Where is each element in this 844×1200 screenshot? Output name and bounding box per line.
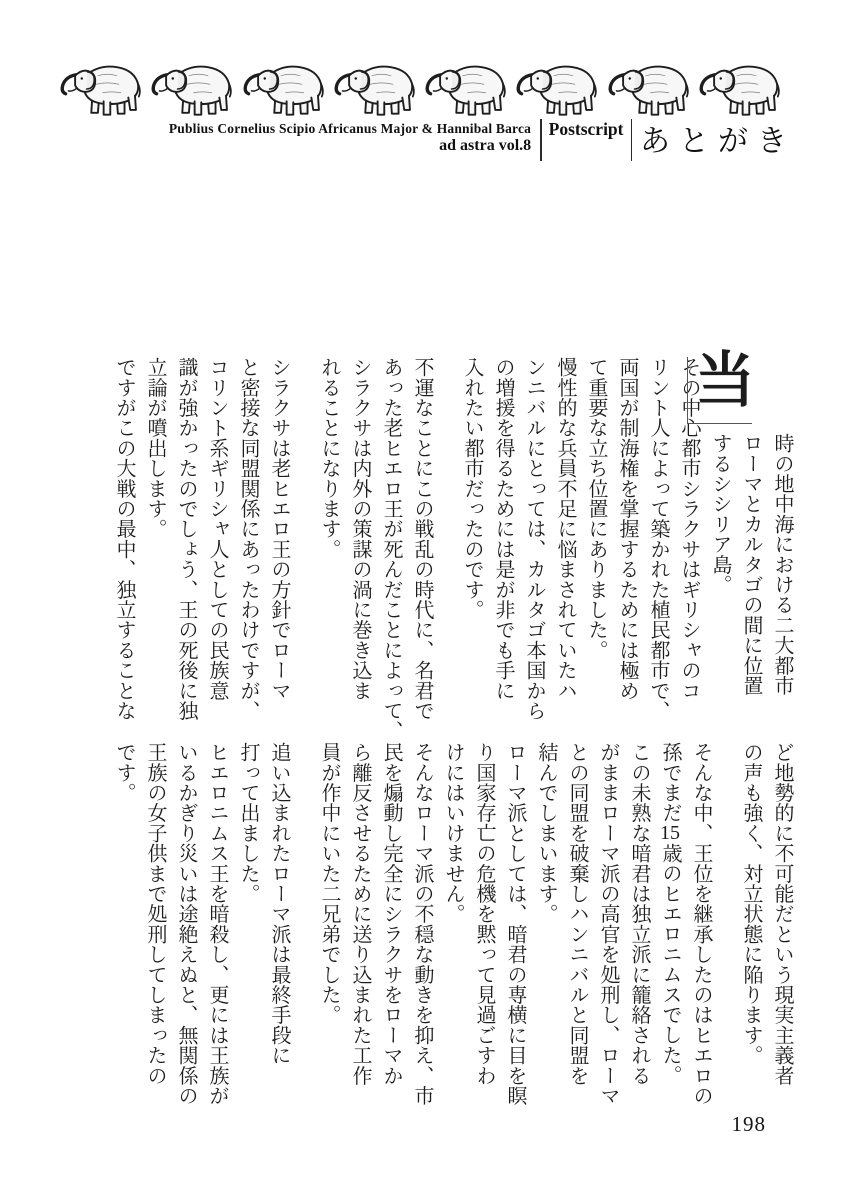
elephant-icon xyxy=(606,58,697,120)
series-title-block xyxy=(169,119,540,155)
text-column: ですがこの大戦の最中、独立することな xyxy=(113,357,135,721)
text-column: この未熟な暗君は独立派に籠絡される xyxy=(628,742,650,1086)
text-column: 不運なことにこの戦乱の時代に、名君で xyxy=(411,357,433,721)
page-number: 198 xyxy=(731,1112,766,1136)
header-titles xyxy=(169,119,796,165)
text-column: ど地勢的に不可能だという現実主義者 xyxy=(771,742,793,1086)
text-column: と密接な同盟関係にあったわけですが、 xyxy=(237,357,259,721)
text-column: コリント系ギリシャ人としての民族意 xyxy=(206,357,228,701)
text-column: あった老ヒエロ王が死んだことによって、 xyxy=(380,357,402,741)
text-column: そんな中、王位を継承したのはヒエロの xyxy=(690,742,712,1106)
elephant-icon xyxy=(697,58,788,120)
elephant-icon xyxy=(423,58,514,120)
text-column: 結んでしまいます。 xyxy=(535,742,557,924)
text-column: 打って出ました。 xyxy=(237,742,259,904)
postscript-label-en: Postscript xyxy=(548,119,624,139)
elephant-icon xyxy=(241,58,332,120)
text-column: の増援を得るためには是が非でも手に xyxy=(492,357,514,701)
elephant-icon xyxy=(149,58,240,120)
text-column: 慢性的な兵員不足に悩まされていたハ xyxy=(554,357,576,701)
text-column: れることになります。 xyxy=(318,357,340,559)
elephant-frieze xyxy=(58,58,788,120)
top-text-block xyxy=(103,348,793,757)
text-column: ローマとカルタゴの間に位置 xyxy=(740,433,762,696)
text-column: がままローマ派の高官を処刑し、ローマ xyxy=(597,742,619,1106)
elephant-icon xyxy=(58,58,149,120)
text-column: 時の地中海における二大都市 xyxy=(771,433,793,696)
text-column: いるかぎり災いは途絶えぬと、無関係の xyxy=(175,742,197,1106)
bottom-text-block xyxy=(103,742,792,1127)
elephant-icon xyxy=(332,58,423,120)
dropcap-character: 当 xyxy=(695,348,755,414)
text-column: 識が強かったのでしょう、王の死後に独 xyxy=(175,357,197,721)
text-column: の声も強く、対立状態に陥ります。 xyxy=(740,742,762,1066)
text-column: その中心都市シラクサはギリシャのコ xyxy=(678,357,700,701)
text-column: ンニバルにとっては、カルタゴ本国から xyxy=(523,357,545,721)
series-title: Publius Cornelius Scipio Africanus Major & Hannibal Barca xyxy=(168,121,532,136)
text-column: するシシリア島。 xyxy=(709,433,731,595)
text-column: り国家存亡の危機を黙って見過ごすわ xyxy=(473,742,495,1086)
text-column: リント人によって築かれた植民都市で、 xyxy=(647,357,669,721)
text-column: 王族の女子供まで処刑してしまったの xyxy=(144,742,166,1086)
text-column: です。 xyxy=(113,742,135,803)
text-column: ら離反させるために送り込まれた工作 xyxy=(349,742,371,1086)
volume-label: ad astra vol.8 xyxy=(439,136,532,154)
text-column: ローマ派としては、暗君の専横に目を瞑 xyxy=(504,742,526,1106)
text-column: シラクサは内外の策謀の渦に巻き込ま xyxy=(349,357,371,701)
postscript-title-jp: あとがき xyxy=(640,125,796,158)
text-column: 両国が制海権を掌握するためには極め xyxy=(616,357,638,701)
text-column: 員が作中にいた二兄弟でした。 xyxy=(318,742,340,1025)
text-column: て重要な立ち位置にありました。 xyxy=(585,357,607,660)
elephant-icon xyxy=(514,58,605,120)
text-column: そんなローマ派の不穏な動きを抑え、市 xyxy=(411,742,433,1106)
text-column: ヒエロニムス王を暗殺し、更には王族が xyxy=(206,742,228,1106)
text-column: 民を煽動し完全にシラクサをローマか xyxy=(380,742,402,1086)
text-column: 孫でまだ15歳のヒエロニムスでした。 xyxy=(659,742,681,1086)
dropcap-bracket xyxy=(687,348,755,424)
text-column: 追い込まれたローマ派は最終手段に xyxy=(268,742,290,1066)
tatechuyoko-number: 15 xyxy=(660,822,680,843)
text-column: けにはいけません。 xyxy=(442,742,464,924)
text-column: シラクサは老ヒエロ王の方針でローマ xyxy=(268,357,290,701)
text-column: との同盟を破棄しハンニバルと同盟を xyxy=(566,742,588,1086)
text-column: 入れたい都市だったのです。 xyxy=(461,357,483,620)
text-column: 立論が噴出します。 xyxy=(144,357,166,539)
